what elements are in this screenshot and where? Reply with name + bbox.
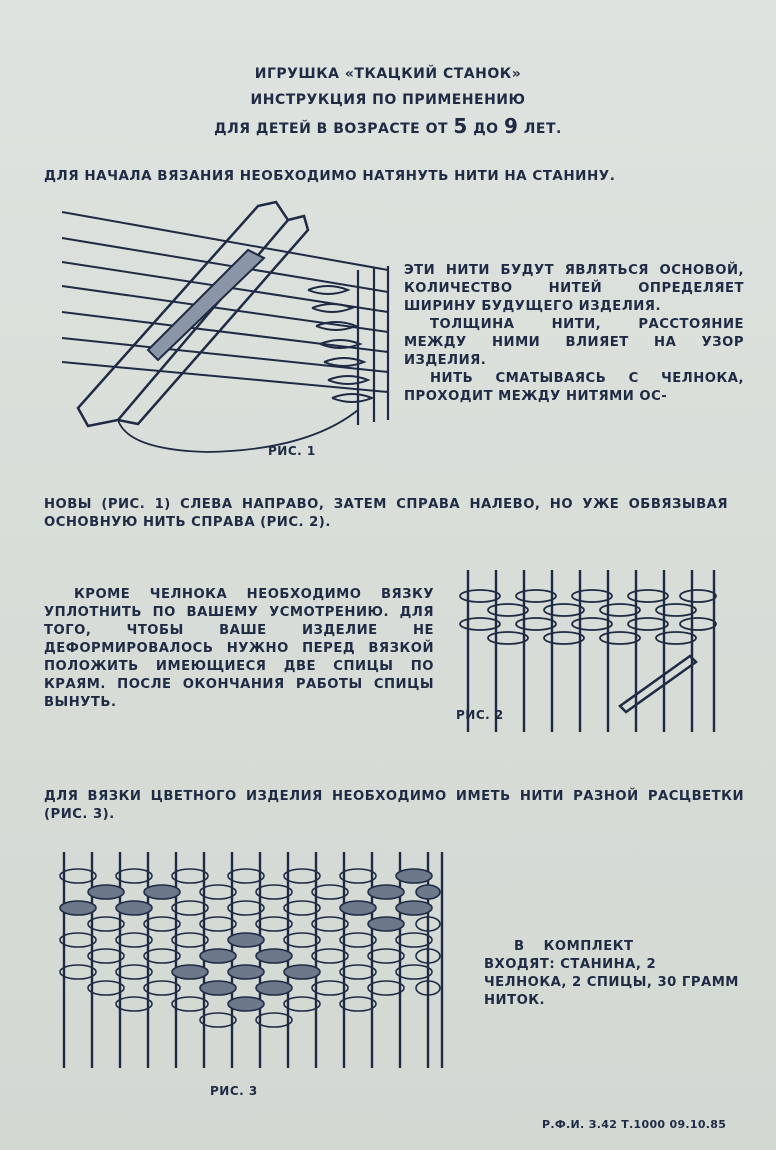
section-1-p1: ЭТИ НИТИ БУДУТ ЯВЛЯТЬСЯ ОСНОВОЙ, КОЛИЧЕСТВО НИТЕЙ ОПРЕДЕЛЯЕТ ШИРИНУ БУДУЩЕГО ИЗДЕЛИЯ. (404, 263, 744, 314)
title-line-1: ИГРУШКА «ТКАЦКИЙ СТАНОК» (254, 66, 522, 82)
kit-contents: ВХОДЯТ: СТАНИНА, 2 ЧЕЛНОКА, 2 СПИЦЫ, 30 ГРАММ НИТОК. (484, 957, 739, 1008)
section-2-text: КРОМЕ ЧЕЛНОКА НЕОБХОДИМО ВЯЗКУ УПЛОТНИТЬ ПО ВАШЕМУ УСМОТРЕНИЮ. ДЛЯ ТОГО, ЧТОБЫ ВАШЕ ИЗДЕЛИЕ НЕ ДЕФОРМИРОВАЛОСЬ НУЖНО ПЕРЕД ВЯЗКОЙ ПОЛОЖИТЬ ИМЕЮЩИЕСЯ ДВЕ СПИЦЫ ПО КРАЯМ. ПОСЛЕ ОКОНЧАНИЯ РАБОТЫ СПИЦЫ ВЫНУТЬ. (44, 587, 434, 710)
section-1-p3: НИТЬ СМАТЫВАЯСЬ С ЧЕЛНОКА, ПРОХОДИТ МЕЖДУ НИТЯМИ ОС- (404, 371, 744, 404)
section-1-text (404, 262, 744, 406)
title-line-2: ИНСТРУКЦИЯ ПО ПРИМЕНЕНИЮ (250, 92, 526, 108)
age-from: 5 (453, 114, 468, 138)
figure-2-caption: РИС. 2 (456, 708, 504, 722)
figure-1-caption: РИС. 1 (268, 444, 316, 458)
continuation-text: НОВЫ (РИС. 1) СЛЕВА НАПРАВО, ЗАТЕМ СПРАВА НАЛЕВО, НО УЖЕ ОБВЯЗЫВАЯ ОСНОВНУЮ НИТЬ СПРАВА (РИС. 2). (44, 497, 728, 530)
figure-3-colored-weave (58, 850, 448, 1070)
age-mid: ДО (473, 121, 499, 137)
print-info: Р.Ф.И. З.42 Т.1000 09.10.85 (542, 1118, 727, 1131)
section-3-text: ДЛЯ ВЯЗКИ ЦВЕТНОГО ИЗДЕЛИЯ НЕОБХОДИМО ИМЕТЬ НИТИ РАЗНОЙ РАСЦВЕТКИ (РИС. 3). (44, 789, 744, 822)
kit-label: В КОМПЛЕКТ (514, 939, 634, 954)
intro-text: ДЛЯ НАЧАЛА ВЯЗАНИЯ НЕОБХОДИМО НАТЯНУТЬ НИТИ НА СТАНИНУ. (44, 168, 616, 184)
section-1-p2: ТОЛЩИНА НИТИ, РАССТОЯНИЕ МЕЖДУ НИМИ ВЛИЯЕТ НА УЗОР ИЗДЕЛИЯ. (404, 317, 744, 368)
kit-text (484, 938, 742, 1010)
age-prefix: ДЛЯ ДЕТЕЙ В ВОЗРАСТЕ ОТ (214, 121, 449, 137)
age-suffix: ЛЕТ. (523, 121, 562, 137)
figure-1-loom (58, 200, 398, 460)
title-line-3 (0, 114, 776, 138)
age-to: 9 (503, 114, 519, 138)
figure-3-caption: РИС. 3 (210, 1084, 258, 1098)
